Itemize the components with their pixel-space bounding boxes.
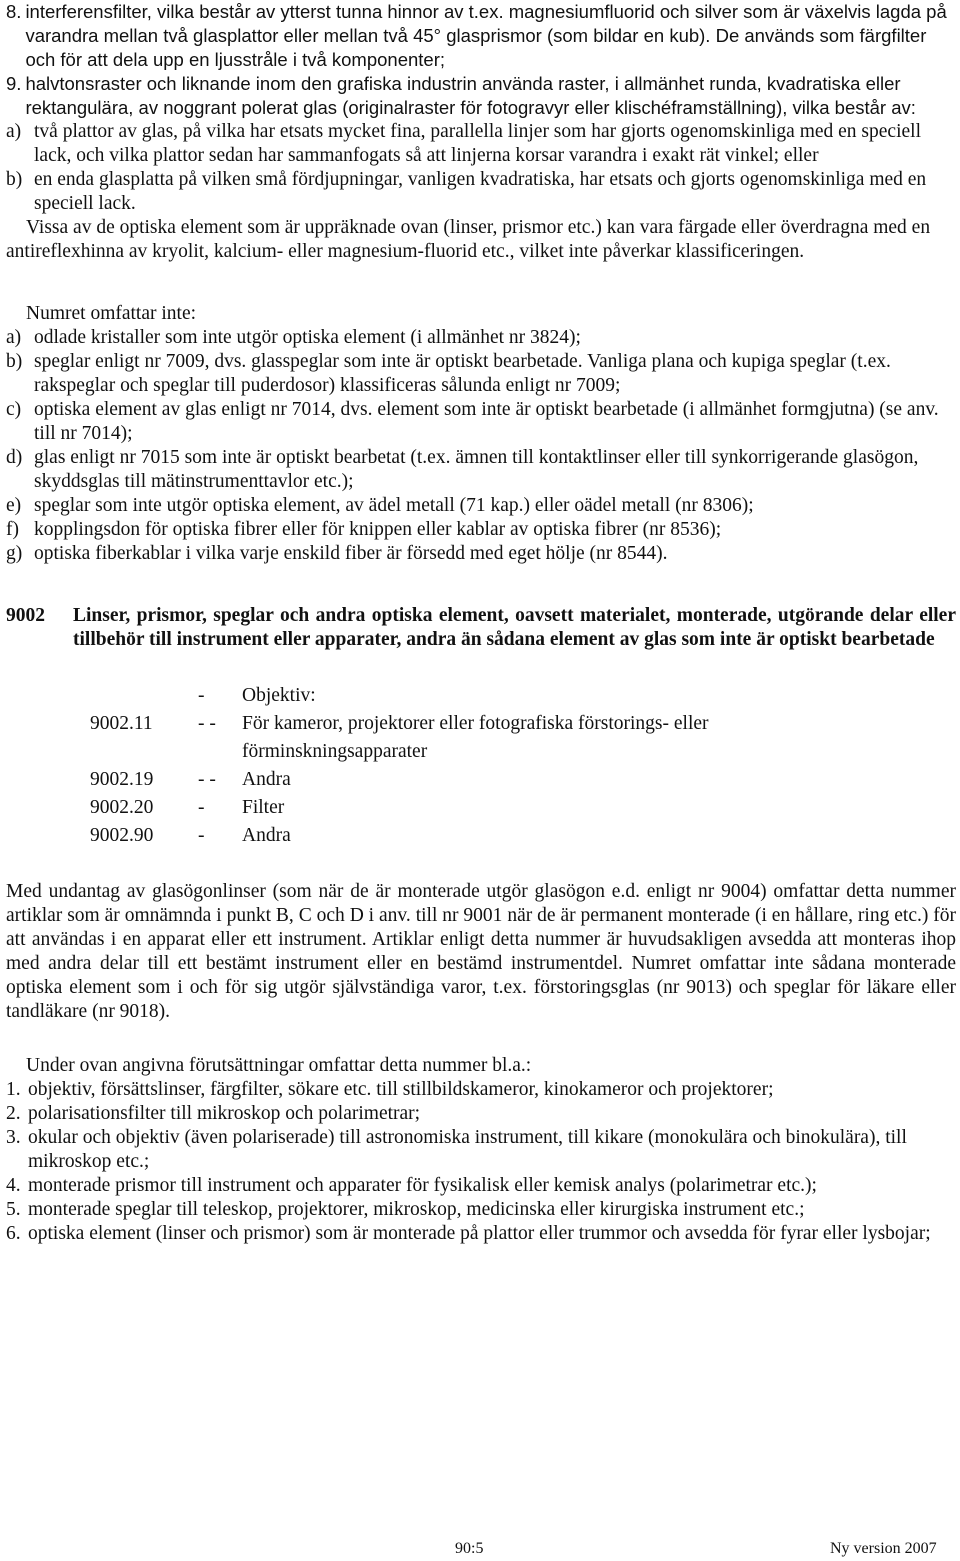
list-item [6, 1222, 956, 1246]
list-item-8 [6, 0, 956, 72]
item-text: optiska element (linser och prismor) som är monterade på plattor eller trummor och avsedda för fyrar eller lysbojar; [28, 1223, 931, 1244]
list-item [6, 446, 956, 494]
item-mark: 5. [6, 1199, 21, 1220]
item-mark: 3. [6, 1127, 21, 1148]
subheading-dash: - - [198, 769, 216, 790]
version-label: Ny version 2007 [830, 1540, 937, 1557]
item-text: okular och objektiv (även polariserade) till astronomiska instrument, till kikare (monokulära och binokulära), till mikroskop etc.; [28, 1127, 907, 1172]
subheading-label: Andra [242, 769, 291, 790]
item-text: halvtonsraster och liknande inom den grafiska industrin använda raster, i allmänhet runda, kvadratiska eller rektangulära, av noggrant polerat glas (originalraster för fotogravyr eller klischéframställning), vilka består av: [25, 73, 916, 118]
list-item [6, 168, 956, 216]
list-item [6, 542, 956, 566]
list-item [6, 494, 956, 518]
item-text: speglar enligt nr 7009, dvs. glasspeglar som inte är optiskt bearbetade. Vanliga plana och kupiga speglar (t.ex. rakspeglar och speglar till puderdosor) klassificeras sålunda enligt nr 7009; [34, 351, 891, 396]
list-item [6, 1078, 956, 1102]
item-mark: b) [6, 169, 23, 190]
subheading-code: 9002.19 [90, 769, 154, 790]
item-text: monterade speglar till teleskop, projektorer, mikroskop, medicinska eller kirurgiska instrument etc.; [28, 1199, 805, 1220]
page-number: 90:5 [455, 1540, 484, 1557]
item-text: objektiv, försättslinser, färgfilter, sökare etc. till stillbildskameror, kinokameror och projektorer; [28, 1079, 774, 1100]
subheading-dash: - [198, 825, 205, 846]
item-mark: c) [6, 399, 22, 420]
table-row [90, 794, 842, 822]
subheading-dash: - [198, 797, 205, 818]
table-row [90, 766, 842, 794]
item-9-sublist [6, 120, 956, 216]
item-number: 9. [6, 73, 22, 94]
subheading-code: 9002.11 [90, 713, 153, 734]
item-text: optiska fiberkablar i vilka varje enskild fiber är försedd med eget hölje (nr 8544). [34, 543, 668, 564]
list-item [6, 120, 956, 168]
subheading-label: För kameror, projektorer eller fotografiska förstorings- eller förminskningsapparater [242, 713, 709, 762]
document-page [6, 0, 956, 1246]
excludes-list [6, 326, 956, 566]
list-item [6, 398, 956, 446]
list-item [6, 1102, 956, 1126]
item-text: odlade kristaller som inte utgör optiska element (i allmänhet nr 3824); [34, 327, 581, 348]
item-text: optiska element av glas enligt nr 7014, dvs. element som inte är optiskt bearbetade (i allmänhet formgjutna) (se anv. till nr 7014); [34, 399, 939, 444]
subheading-label: Filter [242, 797, 285, 818]
heading-9002 [6, 604, 956, 652]
item-text: kopplingsdon för optiska fibrer eller för knippen eller kablar av optiska fibrer (nr 8536); [34, 519, 722, 540]
table-row [90, 822, 842, 850]
scope-paragraph: Med undantag av glasögonlinser (som när de är monterade utgör glasögon e.d. enligt nr 9004) omfattar detta nummer artiklar som är omnämnda i punkt B, C och D i anv. till nr 9001 när de är permanent monterade (i en hållare, ring etc.) för att användas i en apparat eller ett instrument. Artiklar enligt detta nummer är huvudsakligen avsedda att monteras ihop med andra delar till ett bestämt instrument eller en bestämd instrumentdel. Numret omfattar inte sådana monterade optiska element som i och för sig utgör självständiga varor, t.ex. förstoringsglas (nr 9013) och speglar för läkare eller tandläkare (nr 9018). [6, 881, 956, 1022]
table-row [90, 682, 842, 710]
item-text: polarisationsfilter till mikroskop och polarimetrar; [28, 1103, 421, 1124]
item-mark: d) [6, 447, 23, 468]
item-number: 8. [6, 1, 22, 22]
list-item-9 [6, 72, 956, 120]
paragraph-coatings: Vissa av de optiska element som är uppräknade ovan (linser, prismor etc.) kan vara färgade eller överdragna med en antireflexhinna av kryolit, kalcium- eller magnesium-fluorid etc., vilket inte påverkar klassificeringen. [6, 217, 931, 262]
list-item [6, 1126, 956, 1174]
subheading-dash: - - [198, 713, 216, 734]
item-mark: e) [6, 495, 22, 516]
subheading-code: 9002.90 [90, 825, 154, 846]
includes-list [6, 1078, 956, 1246]
item-mark: f) [6, 519, 19, 540]
subheading-dash: - [198, 685, 205, 706]
excludes-intro: Numret omfattar inte: [26, 303, 197, 324]
item-mark: a) [6, 327, 22, 348]
item-text: två plattor av glas, på vilka har etsats mycket fina, parallella linjer som har gjorts ogenomskinliga med en speciell lack, och vilka plattor sedan har sammanfogats så att linjerna korsar varandra i exakt rät vinkel; eller [34, 121, 921, 166]
item-mark: g) [6, 543, 23, 564]
item-text: monterade prismor till instrument och apparater för fysikalisk eller kemisk analys (polarimetrar etc.); [28, 1175, 817, 1196]
item-mark: 4. [6, 1175, 21, 1196]
item-mark: 2. [6, 1103, 21, 1124]
item-mark: 6. [6, 1223, 21, 1244]
item-mark: 1. [6, 1079, 21, 1100]
list-item [6, 350, 956, 398]
includes-intro: Under ovan angivna förutsättningar omfattar detta nummer bl.a.: [26, 1055, 532, 1076]
table-row [90, 710, 842, 766]
subheading-code: 9002.20 [90, 797, 154, 818]
item-text: speglar som inte utgör optiska element, av ädel metall (71 kap.) eller oädel metall (nr 8306); [34, 495, 754, 516]
heading-title: Linser, prismor, speglar och andra optiska element, oavsett materialet, monterade, utgörande delar eller tillbehör till instrument eller apparater, andra än sådana element av glas som inte är optiskt bearbetade [73, 605, 956, 650]
subheading-code [90, 682, 198, 710]
list-item [6, 326, 956, 350]
heading-code: 9002 [6, 605, 45, 626]
item-mark: b) [6, 351, 23, 372]
list-item [6, 518, 956, 542]
item-text: en enda glasplatta på vilken små fördjupningar, vanligen kvadratiska, har etsats och gjorts ogenomskinliga med en speciell lack. [34, 169, 927, 214]
list-item [6, 1198, 956, 1222]
subheading-label: Objektiv: [242, 685, 316, 706]
subheading-label: Andra [242, 825, 291, 846]
item-text: glas enligt nr 7015 som inte är optiskt bearbetat (t.ex. ämnen till kontaktlinser eller till synkorrigerande glasögon, skyddsglas till mätinstrumenttavlor etc.); [34, 447, 919, 492]
item-mark: a) [6, 121, 22, 142]
subheading-table [90, 682, 842, 850]
item-text: interferensfilter, vilka består av ytterst tunna hinnor av t.ex. magnesiumfluorid och silver som är växelvis lagda på varandra mellan två glasplattor eller mellan två 45° glasprismor (som bildar en kub). De används som färgfilter och för att dela upp en ljusstråle i två komponenter; [25, 1, 947, 70]
list-item [6, 1174, 956, 1198]
